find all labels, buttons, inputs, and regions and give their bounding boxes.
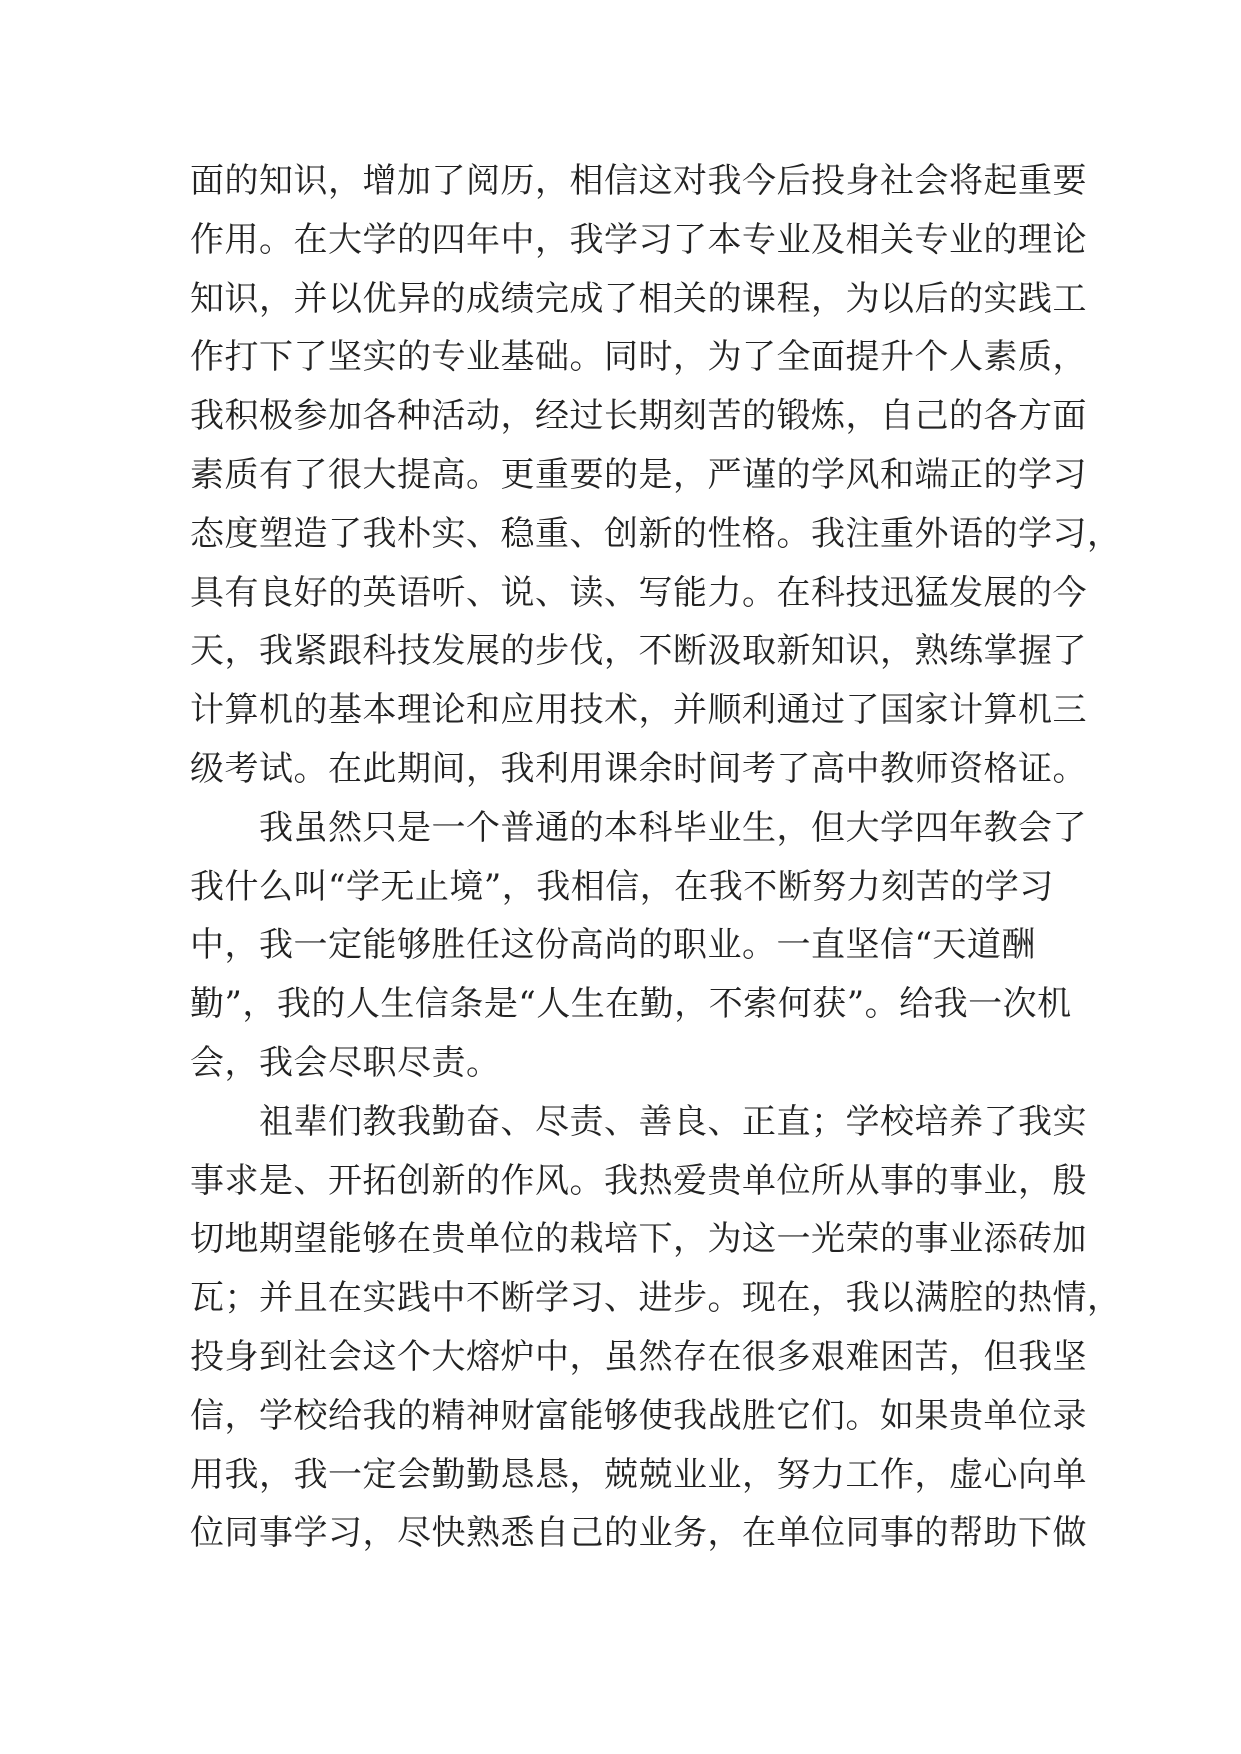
text-line: 素质有了很大提高。更重要的是，严谨的学风和端正的学习 bbox=[190, 454, 1087, 495]
text-line: 态度塑造了我朴实、稳重、创新的性格。我注重外语的学习， bbox=[190, 513, 1122, 554]
text-line: 瓦；并且在实践中不断学习、进步。现在，我以满腔的热情， bbox=[190, 1278, 1122, 1319]
text-line: 勤”，我的人生信条是“人生在勤，不索何获”。给我一次机 bbox=[190, 984, 1072, 1025]
body-text bbox=[190, 152, 1122, 1563]
text-line: 我虽然只是一个普通的本科毕业生，但大学四年教会了 bbox=[190, 807, 1087, 848]
text-line: 切地期望能够在贵单位的栽培下，为这一光荣的事业添砖加 bbox=[190, 1219, 1087, 1260]
text-line: 祖辈们教我勤奋、尽责、善良、正直；学校培养了我实 bbox=[190, 1101, 1087, 1142]
text-line: 我什么叫“学无止境”，我相信，在我不断努力刻苦的学习 bbox=[190, 866, 1054, 907]
text-line: 作用。在大学的四年中，我学习了本专业及相关专业的理论 bbox=[190, 219, 1087, 260]
text-line: 作打下了坚实的专业基础。同时，为了全面提升个人素质， bbox=[190, 337, 1087, 378]
text-line: 用我，我一定会勤勤恳恳，兢兢业业，努力工作，虚心向单 bbox=[190, 1454, 1087, 1495]
text-line: 会，我会尽职尽责。 bbox=[190, 1042, 501, 1083]
text-line: 信，学校给我的精神财富能够使我战胜它们。如果贵单位录 bbox=[190, 1395, 1087, 1436]
text-line: 面的知识，增加了阅历，相信这对我今后投身社会将起重要 bbox=[190, 161, 1087, 201]
text-line: 我积极参加各种活动，经过长期刻苦的锻炼，自己的各方面 bbox=[190, 396, 1087, 437]
text-line: 事求是、开拓创新的作风。我热爱贵单位所从事的事业，殷 bbox=[190, 1160, 1087, 1201]
text-line: 计算机的基本理论和应用技术，并顺利通过了国家计算机三 bbox=[190, 690, 1087, 731]
text-line: 天，我紧跟科技发展的步伐，不断汲取新知识，熟练掌握了 bbox=[190, 631, 1087, 672]
text-line: 级考试。在此期间，我利用课余时间考了高中教师资格证。 bbox=[190, 748, 1087, 789]
text-line: 具有良好的英语听、说、读、写能力。在科技迅猛发展的今 bbox=[190, 572, 1087, 613]
text-line: 中，我一定能够胜任这份高尚的职业。一直坚信“天道酬 bbox=[190, 925, 1036, 966]
text-line: 位同事学习，尽快熟悉自己的业务，在单位同事的帮助下做 bbox=[190, 1513, 1087, 1554]
text-line: 知识，并以优异的成绩完成了相关的课程，为以后的实践工 bbox=[190, 278, 1087, 319]
text-line: 投身到社会这个大熔炉中，虽然存在很多艰难困苦，但我坚 bbox=[190, 1336, 1087, 1377]
